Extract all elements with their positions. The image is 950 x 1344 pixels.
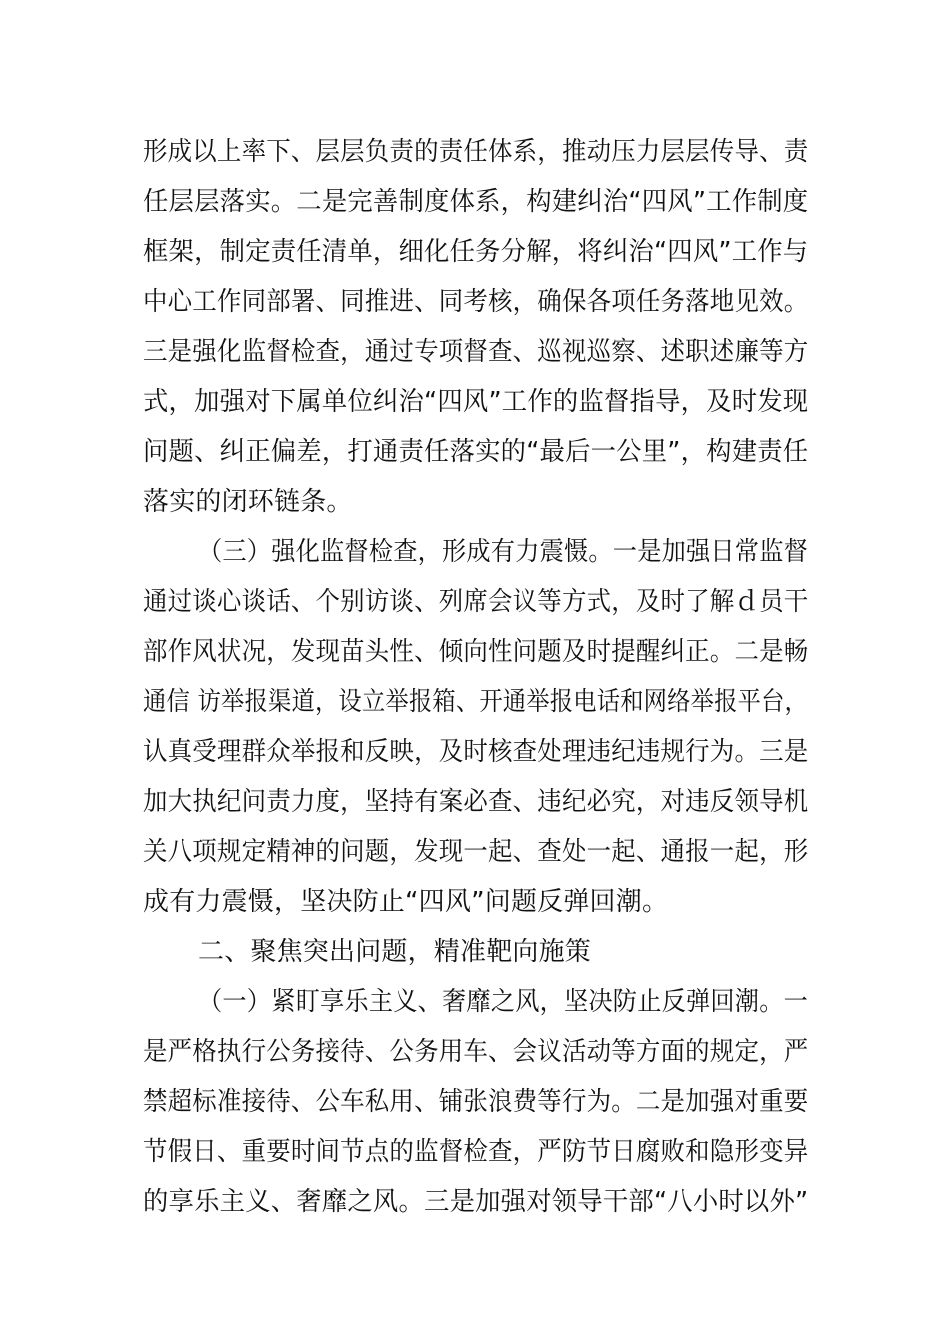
text-line: 中心工作同部署、同推进、同考核，确保各项任务落地见效。 [143, 287, 809, 317]
text-line: 问题、纠正偏差，打通责任落实的“最后一公里”，构建责任 [143, 437, 809, 467]
text-line: 节假日、重要时间节点的监督检查，严防节日腐败和隐形变异 [143, 1137, 809, 1167]
text-line: 是严格执行公务接待、公务用车、会议活动等方面的规定，严 [143, 1037, 809, 1067]
text-line: 通过谈心谈话、个别访谈、列席会议等方式，及时了解ｄ员干 [143, 587, 809, 617]
text-line: 落实的闭环链条。 [143, 487, 353, 517]
text-line: 认真受理群众举报和反映，及时核查处理违纪违规行为。三是 [143, 737, 809, 767]
text-line: 式，加强对下属单位纠治“四风”工作的监督指导，及时发现 [143, 387, 809, 417]
text-line: 框架，制定责任清单，细化任务分解，将纠治“四风”工作与 [143, 237, 809, 267]
text-line: 三是强化监督检查，通过专项督查、巡视巡察、述职述廉等方 [143, 337, 809, 367]
text-line: 通信 访举报渠道，设立举报箱、开通举报电话和网络举报平台， [143, 687, 809, 717]
text-line: 的享乐主义、奢靡之风。三是加强对领导干部“八小时以外” [143, 1187, 809, 1217]
text-line: 禁超标准接待、公车私用、铺张浪费等行为。二是加强对重要 [143, 1087, 809, 1117]
text-line: 任层层落实。二是完善制度体系，构建纠治“四风”工作制度 [143, 187, 809, 217]
section-heading: （一）紧盯享乐主义、奢靡之风，坚决防止反弹回潮。一 [198, 987, 809, 1017]
chapter-heading: 二、聚焦突出问题，精准靶向施策 [198, 937, 592, 967]
text-line: 加大执纪问责力度，坚持有案必查、违纪必究，对违反领导机 [143, 787, 809, 817]
section-heading: （三）强化监督检查，形成有力震慑。一是加强日常监督 [198, 537, 809, 567]
text-line: 形成以上率下、层层负责的责任体系，推动压力层层传导、责 [143, 137, 809, 167]
text-line: 部作风状况，发现苗头性、倾向性问题及时提醒纠正。二是畅 [143, 637, 809, 667]
text-line: 成有力震慑，坚决防止“四风”问题反弹回潮。 [143, 887, 669, 917]
text-line: 关八项规定精神的问题，发现一起、查处一起、通报一起，形 [143, 837, 809, 867]
